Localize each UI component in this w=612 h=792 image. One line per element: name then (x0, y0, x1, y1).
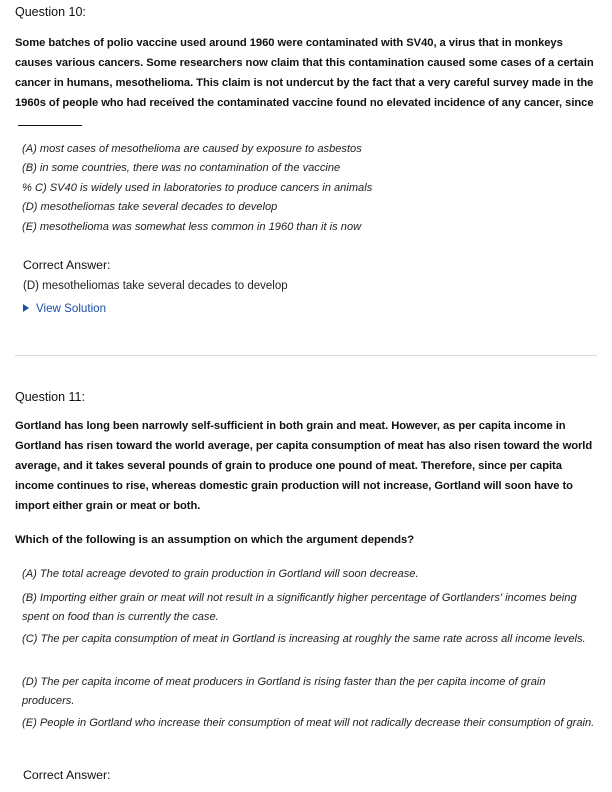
question-stem: Gortland has long been narrowly self-sufficient in both grain and meat. However, as per capita income in Gortland has risen toward the world average, per capita consumption of meat has also risen toward the world average, and it takes several pounds of grain to produce one pound of meat. Therefore, since per capita income continues to rise, whereas domestic grain production will not increase, Gortland will soon have to import either grain or meat or both. (15, 420, 593, 512)
question-prompt: Which of the following is an assumption on which the argument depends? (15, 534, 415, 546)
option-item[interactable]: (B) Importing either grain or meat will not result in a significantly higher percentage of Gortlanders' incomes being spent on food than is currently the case. (22, 592, 577, 623)
option-item[interactable]: (D) mesotheliomas take several decades to develop (22, 201, 278, 214)
view-solution-toggle[interactable] (23, 302, 106, 315)
view-solution-label: View Solution (36, 302, 107, 315)
option-item[interactable]: (A) most cases of mesothelioma are caused by exposure to asbestos (22, 143, 362, 155)
options-list (22, 589, 600, 628)
question-title: Question 10: (15, 5, 86, 19)
correct-answer-label: Correct Answer: (23, 258, 111, 272)
question-title: Question 11: (15, 390, 85, 404)
option-item[interactable]: (E) People in Gortland who increase their consumption of meat will not radically decrease their consumption of grain. (22, 717, 595, 729)
option-item[interactable]: (D) The per capita income of meat producers in Gortland is rising faster than the per capita income of grain producers. (22, 676, 546, 707)
section-divider (15, 355, 597, 356)
options-list (22, 714, 600, 734)
question-stem-text: Some batches of polio vaccine used around 1960 were contaminated with SV40, a virus that in monkeys causes various cancers. Some researchers now claim that this contamination caused some cases of a certain cancer in humans, mesothelioma. This claim is not undercut by the fact that a very careful survey made in the 1960s of people who had received the contaminated vaccine found no elevated incidence of any cancer, since (15, 37, 594, 109)
correct-answer-label: Correct Answer: (23, 768, 111, 782)
option-item[interactable]: % C) SV40 is widely used in laboratories to produce cancers in animals (22, 181, 373, 194)
answer-blank (18, 116, 82, 126)
question-stem (15, 33, 600, 133)
options-list (22, 673, 600, 712)
expand-triangle-icon (23, 304, 29, 312)
option-item[interactable]: (B) in some countries, there was no contamination of the vaccine (22, 162, 341, 175)
option-item[interactable]: (E) mesothelioma was somewhat less common in 1960 than it is now (22, 220, 362, 233)
option-item[interactable]: (A) The total acreage devoted to grain production in Gortland will soon decrease. (22, 568, 419, 580)
correct-answer-value: (D) mesotheliomas take several decades to develop (23, 280, 288, 292)
option-item[interactable]: (C) The per capita consumption of meat in Gortland is increasing at roughly the same rate across all income levels. (22, 633, 586, 645)
options-list (22, 630, 600, 650)
options-list (22, 140, 600, 237)
options-list (22, 565, 600, 585)
